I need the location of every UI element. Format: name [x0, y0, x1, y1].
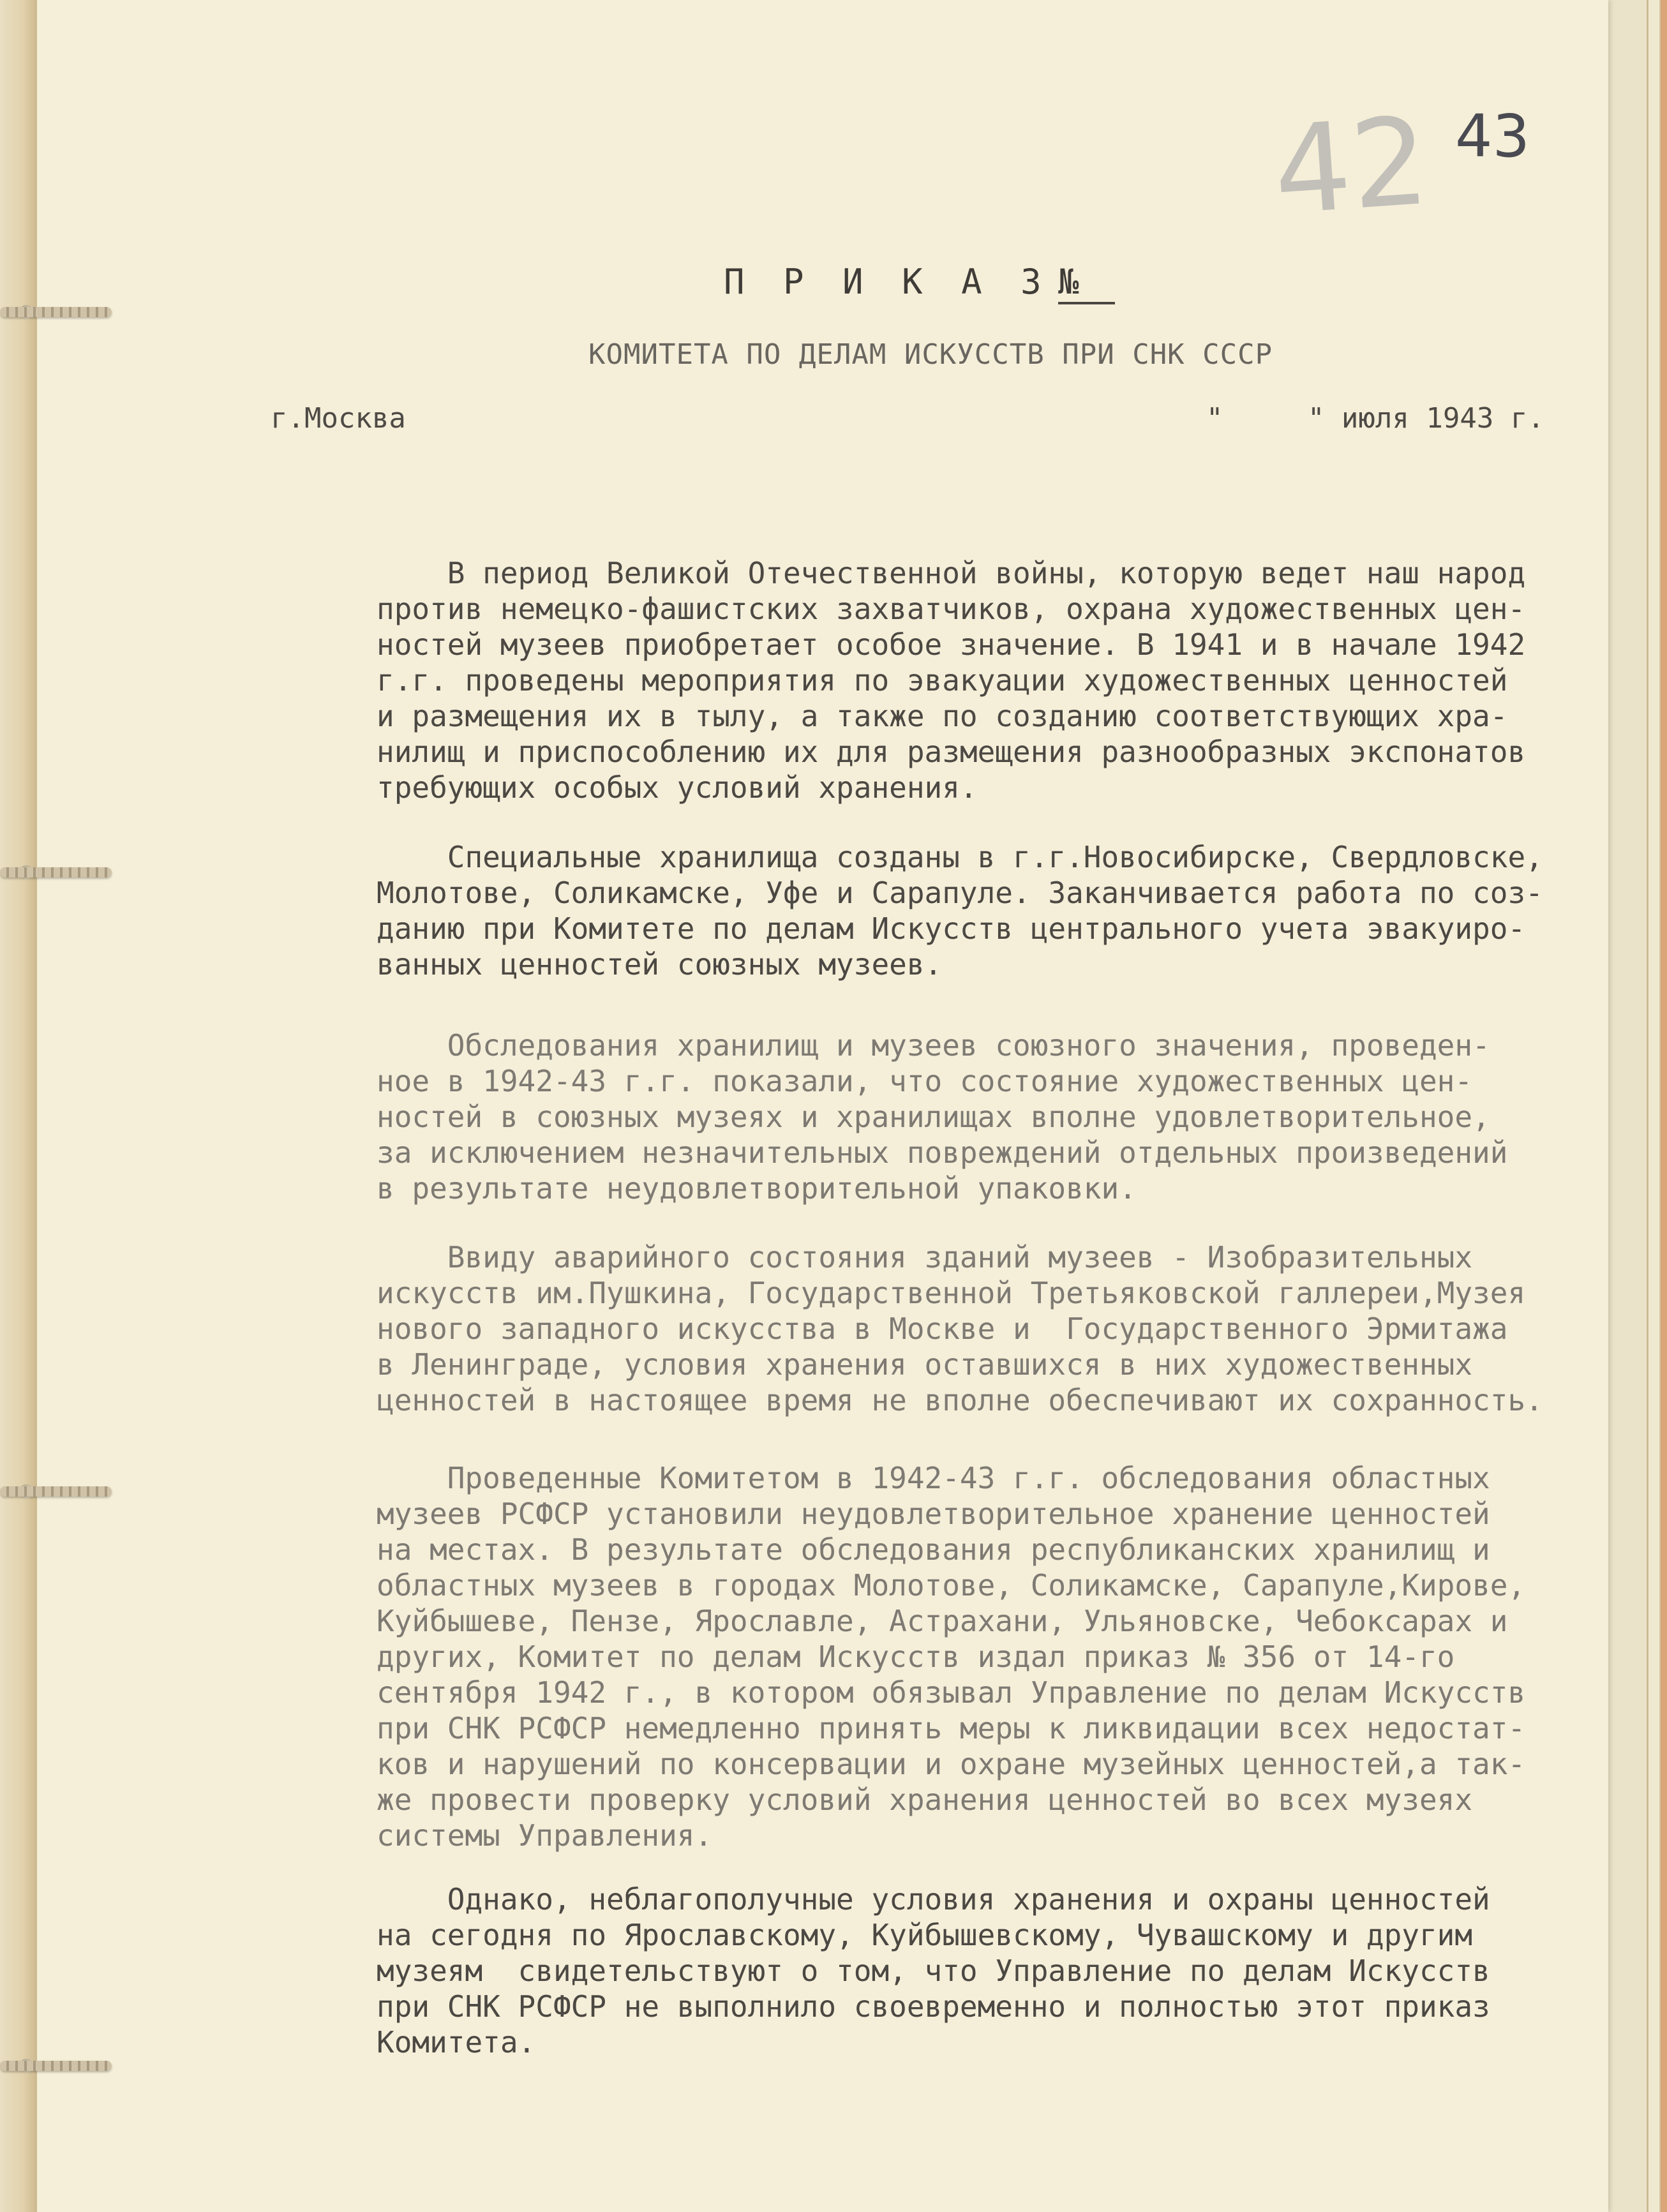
order-number-label: № — [1058, 262, 1115, 304]
binder-margin — [0, 0, 38, 2212]
issue-date: " " июля 1943 г. — [1206, 402, 1544, 435]
document-title: П Р И К А З — [724, 262, 1050, 302]
body-paragraph: В период Великой Отечественной войны, которую ведет наш народ против немецко-фашистских захватчиков, охрана художественных цен- ностей музеев приобретает особое значение. В 1941 и в начале 1942 г.г. проведены мероприятия по эвакуации художественных ценностей и размещения их в тылу, а также по созданию соответствующих хра- нилищ и приспособлению их для размещения разнообразных экспонатов требующих особых условий хранения. — [377, 556, 1526, 805]
body-paragraph: Проведенные Комитетом в 1942-43 г.г. обследования областных музеев РСФСР установили неудовлетворительное хранение ценностей на местах. В результате обследования республиканских хранилищ и областных музеев в городах Молотове, Соликамске, Сарапуле,Кирове, Куйбышеве, Пензе, Ярославле, Астрахани, Ульяновске, Чебоксарах и других, Комитет по делам Искусств издал приказ № 356 от 14-го сентября 1942 г., в котором обязывал Управление по делам Искусств при СНК РСФСР немедленно принять меры к ликвидации всех недостат- ков и нарушений по консервации и охране музейных ценностей,а так- же провести проверку условий хранения ценностей во всех музеях системы Управления. — [377, 1461, 1526, 1853]
body-paragraph: Однако, неблагополучные условия хранения и охраны ценностей на сегодня по Ярославскому, Куйбышевскому, Чувашскому и другим музеям свидетельствуют о том, что Управление по делам Искусств при СНК РСФСР не выполнило своевременно и полностью этот приказ Комитета. — [377, 1882, 1490, 2059]
binding-string — [0, 307, 112, 317]
binding-string — [0, 867, 112, 878]
document-subtitle: КОМИТЕТА ПО ДЕЛАМ ИСКУССТВ ПРИ СНК СССР — [588, 338, 1273, 371]
place-of-issue: г.Москва — [271, 402, 406, 435]
document-page — [37, 0, 1608, 2212]
body-paragraph: Обследования хранилищ и музеев союзного значения, проведен- ное в 1942-43 г.г. показали, что состояние художественных цен- ностей в союзных музеях и хранилищах вполне удовлетворительное, за исключением незначительных повреждений отдельных произведений в результате неудовлетворительной упаковки. — [377, 1028, 1508, 1206]
binding-string — [0, 2061, 112, 2071]
body-paragraph: Специальные хранилища созданы в г.г.Новосибирске, Свердловске, Молотове, Соликамске, Уфе и Сарапуле. Заканчивается работа по соз- данию при Комитете по делам Искусств центрального учета эвакуиро- ванных ценностей союзных музеев. — [377, 840, 1543, 982]
crossed-folio-number: 42 — [1269, 90, 1433, 243]
binding-string — [0, 1486, 112, 1497]
folio-number: 43 — [1455, 102, 1530, 170]
body-paragraph: Ввиду аварийного состояния зданий музеев - Изобразительных искусств им.Пушкина, Государственной Третьяковской галлереи,Музея нового западного искусства в Москве и Государственного Эрмитажа в Ленинграде, условия хранения оставшихся в них художественных ценностей в настоящее время не вполне обеспечивают их сохранность. — [377, 1240, 1543, 1417]
